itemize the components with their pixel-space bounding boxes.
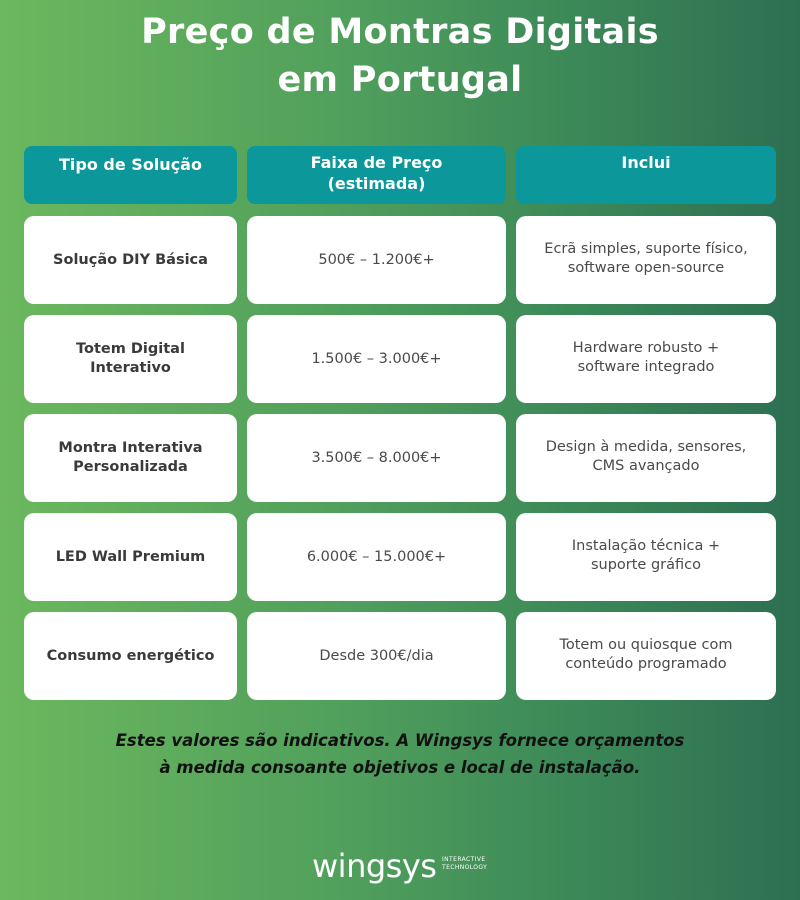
row-3-price: 3.500€ – 8.000€+ <box>247 414 506 502</box>
row-4-includes: Instalação técnica + suporte gráfico <box>516 513 776 601</box>
header-inclui: Inclui <box>516 146 776 204</box>
row-2-type: Totem Digital Interativo <box>24 315 237 403</box>
wingsys-logo <box>310 848 510 888</box>
header-faixa-de-preco: Faixa de Preço (estimada) <box>247 146 506 204</box>
row-1-type: Solução DIY Básica <box>24 216 237 304</box>
disclaimer-note <box>0 727 800 781</box>
note-line-1: Estes valores são indicativos. A Wingsys fornece orçamentos <box>115 731 685 750</box>
row-5-price: Desde 300€/dia <box>247 612 506 700</box>
row-5-type: Consumo energético <box>24 612 237 700</box>
logo-tagline: INTERACTIVE TECHNOLOGY <box>442 856 488 871</box>
row-2-includes: Hardware robusto + software integrado <box>516 315 776 403</box>
row-3-type: Montra Interativa Personalizada <box>24 414 237 502</box>
row-2-price: 1.500€ – 3.000€+ <box>247 315 506 403</box>
row-4-type: LED Wall Premium <box>24 513 237 601</box>
logo-wordmark: wingsys <box>312 847 437 885</box>
title-line-1: Preço de Montras Digitais <box>141 12 659 52</box>
note-line-2: à medida consoante objetivos e local de instalação. <box>159 758 641 777</box>
header-tipo-de-solucao: Tipo de Solução <box>24 146 237 204</box>
title-line-2: em Portugal <box>277 60 523 100</box>
row-1-includes: Ecrã simples, suporte físico, software open-source <box>516 216 776 304</box>
row-1-price: 500€ – 1.200€+ <box>247 216 506 304</box>
row-3-includes: Design à medida, sensores, CMS avançado <box>516 414 776 502</box>
row-4-price: 6.000€ – 15.000€+ <box>247 513 506 601</box>
row-5-includes: Totem ou quiosque com conteúdo programado <box>516 612 776 700</box>
page-title <box>0 8 800 104</box>
